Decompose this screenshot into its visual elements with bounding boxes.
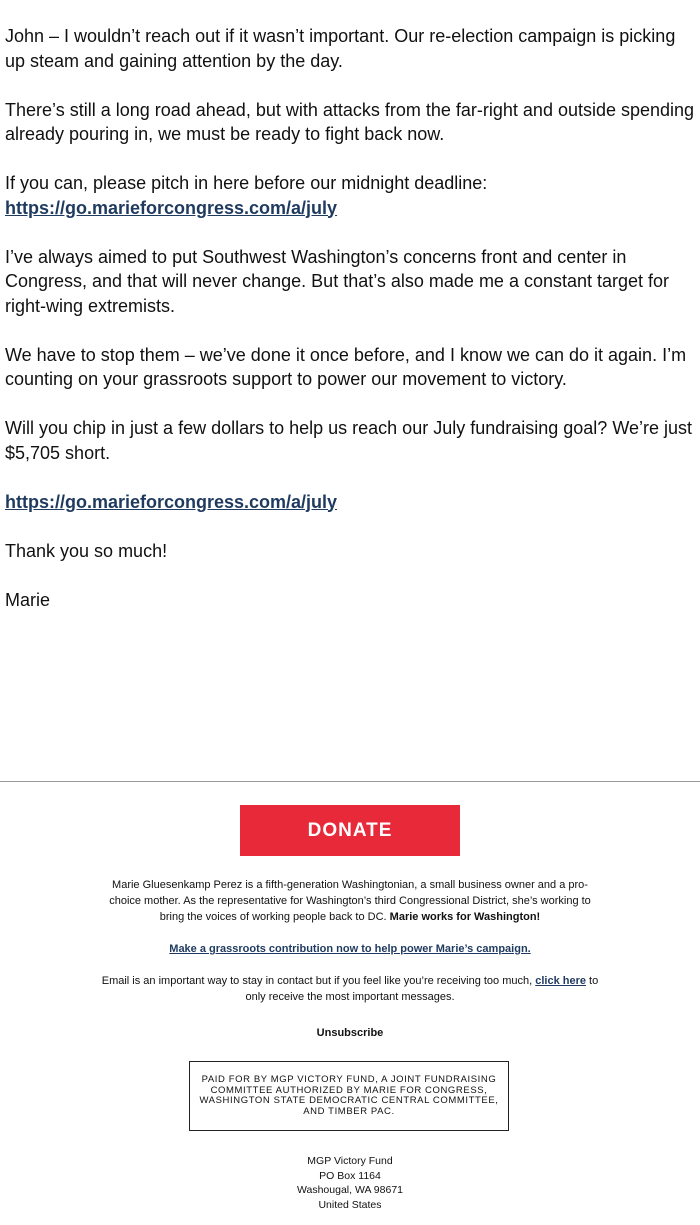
- email-pref-text-after: to only receive the most important messages.: [245, 975, 599, 1003]
- paragraph-intro: John – I wouldn’t reach out if it wasn’t important. Our re-election campaign is picking up steam and gaining attention by the day.: [5, 26, 676, 71]
- footer-email-preferences: [0, 973, 700, 1005]
- pitch-in-text: If you can, please pitch in here before our midnight deadline:: [5, 173, 488, 193]
- address-name: MGP Victory Fund: [307, 1155, 393, 1167]
- paid-for-text: PAID FOR BY MGP VICTORY FUND, A JOINT FUNDRAISING COMMITTEE AUTHORIZED BY MARIE FOR CONGRESS, WASHINGTON STATE DEMOCRATIC CENTRAL COMMITTEE, AND TIMBER PAC.: [199, 1074, 499, 1117]
- footer-unsubscribe: [0, 1025, 700, 1041]
- footer-divider: [0, 781, 700, 782]
- footer-contribution: [0, 941, 700, 957]
- email-body: [5, 24, 697, 637]
- bio-tagline: Marie works for Washington!: [389, 911, 541, 923]
- paragraph-chip-in: Will you chip in just a few dollars to help us reach our July fundraising goal? We’re just $5,705 short.: [5, 418, 693, 463]
- address-po-box: PO Box 1164: [319, 1169, 381, 1182]
- address-city: Washougal, WA 98671: [296, 1184, 404, 1196]
- email-pref-text-before: Email is an important way to stay in contact but if you feel like you’re receiving too much,: [101, 975, 536, 987]
- footer-bio: [0, 877, 700, 925]
- paragraph-link-2: [5, 490, 697, 515]
- address-country: United States: [318, 1198, 382, 1211]
- signature: Marie: [5, 589, 51, 610]
- bio-text: Marie Gluesenkamp Perez is a fifth-generation Washingtonian, a small business owner and a pro-choice mother. As the representative for Washington’s third Congressional District, she’s working to bring the voices of working people back to DC.: [109, 879, 591, 923]
- paragraph-pitch-in: [5, 171, 697, 220]
- unsubscribe-link[interactable]: Unsubscribe: [316, 1027, 384, 1039]
- donation-link-1[interactable]: https://go.marieforcongress.com/a/july: [5, 197, 338, 218]
- donation-link-2[interactable]: https://go.marieforcongress.com/a/july: [5, 491, 338, 512]
- donate-button[interactable]: DONATE: [240, 805, 460, 856]
- paragraph-thanks: Thank you so much!: [5, 540, 168, 561]
- paid-for-disclaimer: [189, 1061, 509, 1131]
- mailing-address: [0, 1154, 700, 1212]
- contribution-link[interactable]: Make a grassroots contribution now to help power Marie’s campaign.: [169, 943, 531, 955]
- email-preferences-link[interactable]: click here: [535, 975, 586, 987]
- paragraph-concerns: I’ve always aimed to put Southwest Washington’s concerns front and center in Congress, and that will never change. But that’s also made me a constant target for right-wing extremists.: [5, 246, 670, 316]
- paragraph-stop-them: We have to stop them – we’ve done it once before, and I know we can do it again. I’m counting on your grassroots support to power our movement to victory.: [5, 344, 687, 389]
- paragraph-long-road: There’s still a long road ahead, but with attacks from the far-right and outside spending already pouring in, we must be ready to fight back now.: [5, 99, 695, 144]
